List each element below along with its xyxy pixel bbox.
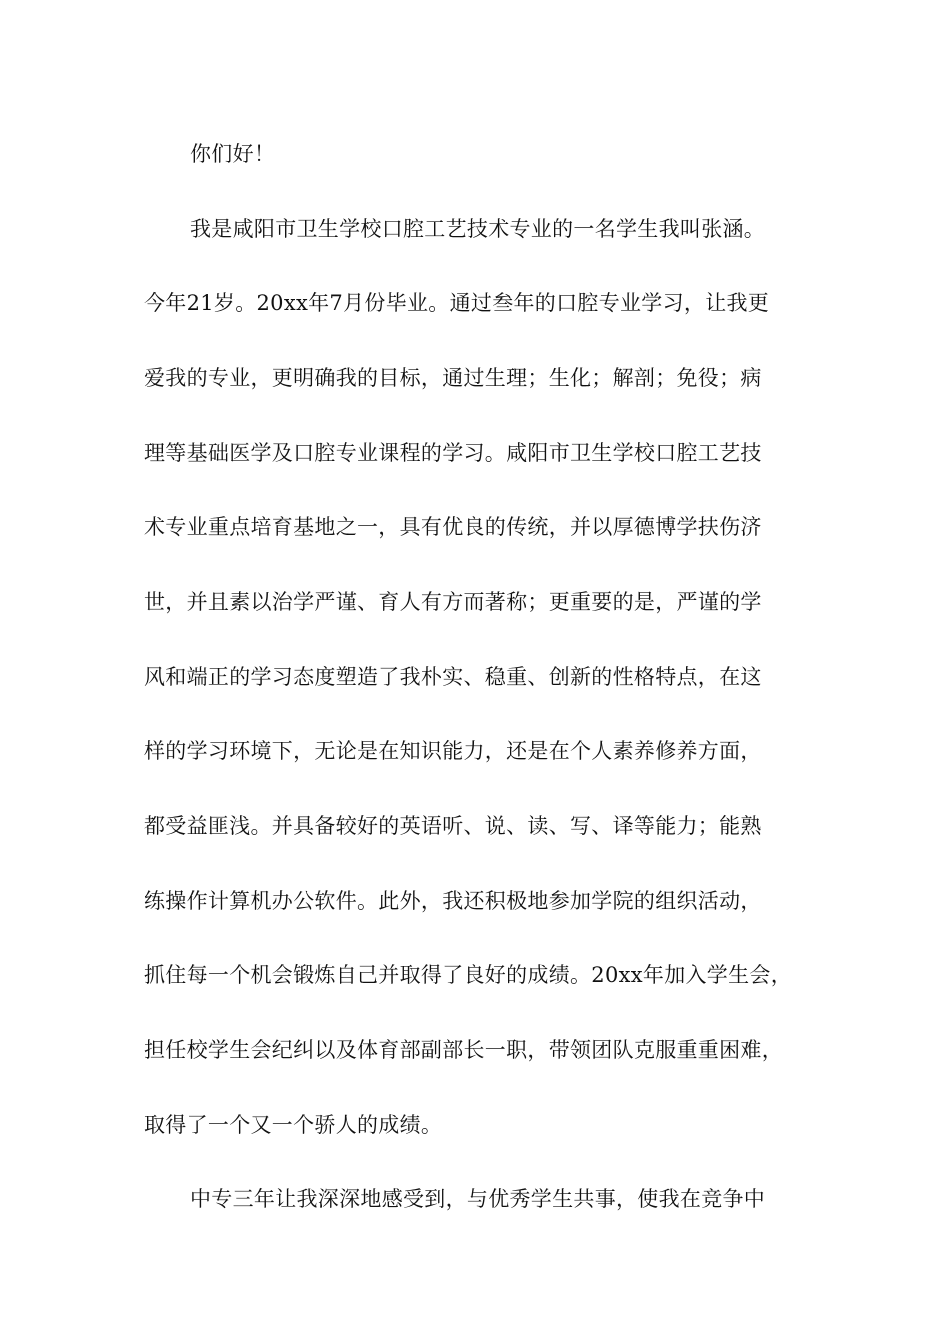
paragraph-line: 样的学习环境下，无论是在知识能力，还是在个人素养修养方面， (144, 739, 762, 763)
paragraph-line: 爱我的专业，更明确我的目标，通过生理；生化；解剖；免役；病 (144, 366, 762, 390)
paragraph-line: 抓住每一个机会锻炼自己并取得了良好的成绩。20xx年加入学生会， (144, 963, 793, 987)
paragraph-line: 风和端正的学习态度塑造了我朴实、稳重、创新的性格特点，在这 (144, 665, 762, 689)
paragraph-line: 取得了一个又一个骄人的成绩。 (144, 1113, 443, 1137)
greeting-line: 你们好！ (190, 142, 276, 166)
paragraph-line: 中专三年让我深深地感受到，与优秀学生共事，使我在竞争中 (190, 1187, 766, 1211)
paragraph-line: 今年21岁。20xx年7月份毕业。通过叁年的口腔专业学习，让我更 (144, 291, 770, 315)
paragraph-line: 理等基础医学及口腔专业课程的学习。咸阳市卫生学校口腔工艺技 (144, 441, 762, 465)
paragraph-line: 术专业重点培育基地之一，具有优良的传统，并以厚德博学扶伤济 (144, 515, 762, 539)
paragraph-line: 都受益匪浅。并具备较好的英语听、说、读、写、译等能力；能熟 (144, 814, 762, 838)
paragraph-line: 练操作计算机办公软件。此外，我还积极地参加学院的组织活动， (144, 889, 762, 913)
paragraph-line: 担任校学生会纪纠以及体育部副部长一职，带领团队克服重重困难， (144, 1038, 783, 1062)
paragraph-line: 我是咸阳市卫生学校口腔工艺技术专业的一名学生我叫张涵。 (190, 217, 766, 241)
paragraph-line: 世，并且素以治学严谨、育人有方而著称；更重要的是，严谨的学 (144, 590, 762, 614)
